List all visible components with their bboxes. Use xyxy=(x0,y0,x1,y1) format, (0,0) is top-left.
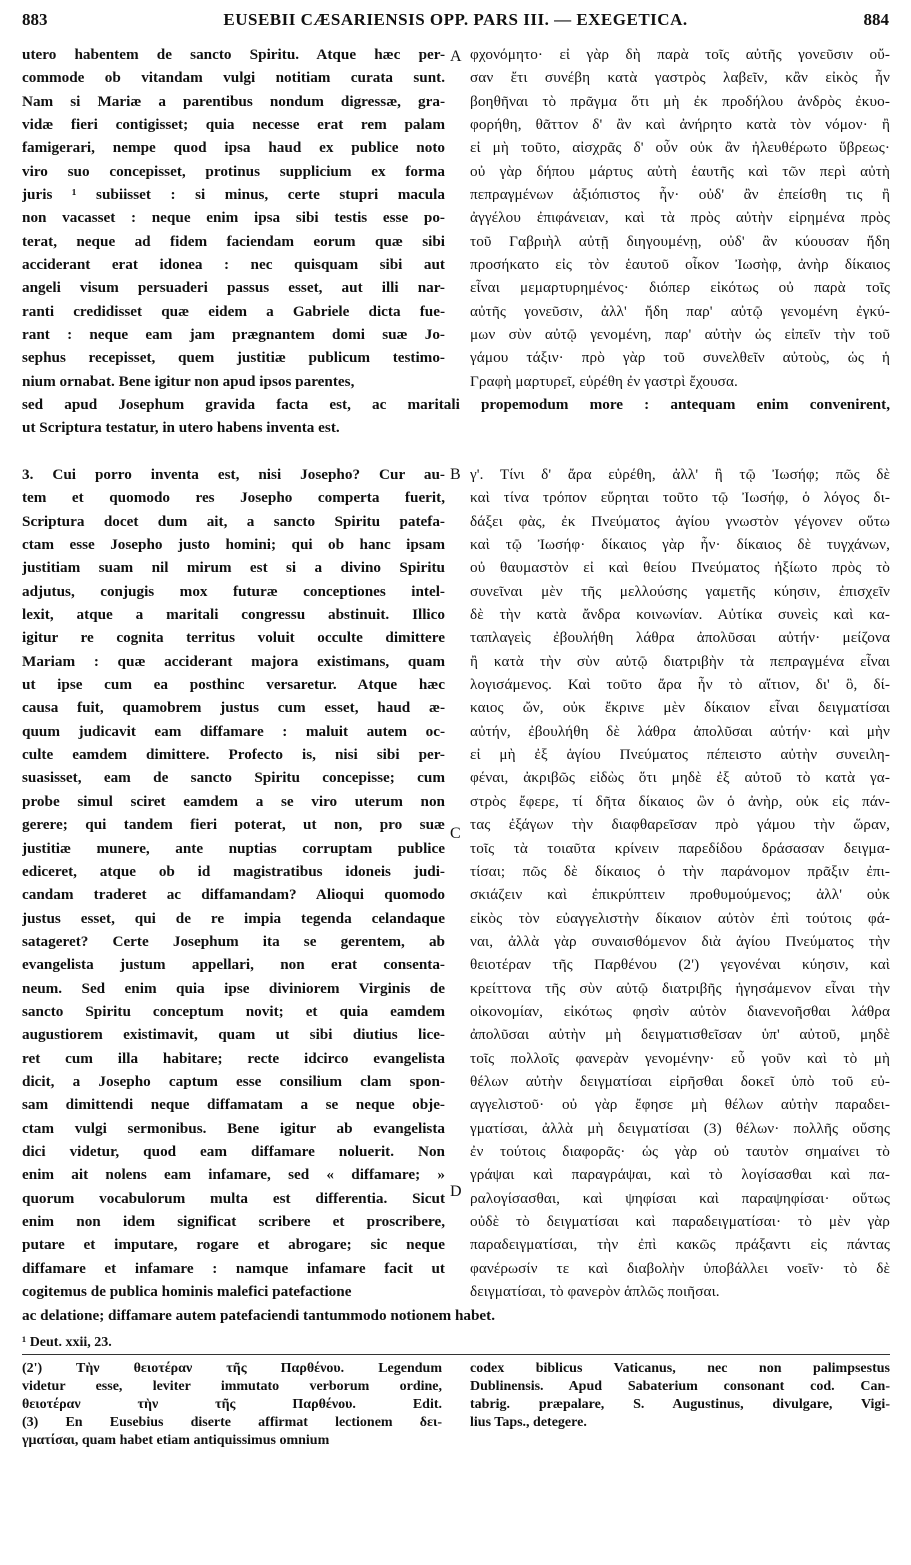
latin-text-line: Scriptura docet dum ait, a sancto Spiritu patefa- xyxy=(22,512,445,530)
latin-text-line: ranti credidisset quæ eidem a Gabriele dicta fue- xyxy=(22,302,445,320)
greek-text-line: δειγματίσαι, τὸ φανερὸν ἁπλῶς ποιῆσαι. xyxy=(470,1283,720,1301)
latin-text-line: culte eamdem dimittere. Profecto is, nisi sibi per- xyxy=(22,746,445,764)
latin-text-line: cogitemus de publica hominis malefici patefactione xyxy=(22,1283,352,1301)
latin-text-line: famigerari, nempe quod ipsa haud ex publice noto xyxy=(22,139,445,157)
greek-text-line: φανέρωσίν τε καὶ διαβολὴν ὑποβάλλει νοεῖν· τὸ δὲ xyxy=(470,1259,890,1277)
greek-text-line: σαν ἔτι συνέβη κατὰ γαστρὸς λαβεῖν, κἂν εἰκὸς ἦν xyxy=(470,69,890,87)
footnote-line: tabrig. præpalare, S. Augustinus, divulgare, Vigi- xyxy=(470,1397,890,1412)
greek-text-line: θέλων αὐτὴν δειγματίσαι εἰρῆσθαι δοκεῖ ὑπὸ τοῦ εὐ- xyxy=(470,1072,890,1090)
margin-mark-b: B xyxy=(450,466,461,483)
latin-text-line: sam dimittendi neque diffamatam a se neque obje- xyxy=(22,1096,445,1114)
full-width-lines-section-2 xyxy=(22,1304,890,1327)
greek-text-line: συνεῖναι μὲν τῆς μελλούσης γαμετῆς κύησιν, ἐπισχεῖν xyxy=(470,582,890,600)
latin-text-line: sephus recepisset, quem justitiæ publicum testimo- xyxy=(22,349,445,367)
latin-text-line: evangelista justum appellari, non erat consenta- xyxy=(22,956,445,974)
latin-text-line: non vacasset : neque enim ipsa sibi testis esse po- xyxy=(22,209,445,227)
latin-text-line: ediceret, atque ob id magistratibus idoneis judi- xyxy=(22,862,445,880)
full-width-lines-section-1 xyxy=(22,393,890,440)
latin-text-line: rant : neque eam jam prægnantem domi suæ Jo- xyxy=(22,326,445,344)
greek-text-line: ἐν τούτοις διαφορᾶς· ὡς γὰρ οὐ ταυτὸν σημαίνει τὸ xyxy=(470,1142,890,1160)
greek-text-line: φχονόμητο· εἰ γὰρ δὴ παρὰ τοῖς αὐτῆς γονεῦσιν οὔ- xyxy=(470,46,890,63)
latin-text-line: tem et quomodo res Josepho comperta fuerit, xyxy=(22,489,445,507)
latin-text-line: terat, neque ad fidem faciendam eorum quæ sibi xyxy=(22,232,445,250)
greek-text-line: δάξει φὰς, ἐκ Πνεύματος ἁγίου γνωστὸν γέγονεν οὕτω xyxy=(470,512,890,530)
greek-text-line: ραλογίσασθαι, καὶ ψηφίσαι καὶ παραψηφίσαι· οὕτως xyxy=(470,1189,890,1207)
latin-text-line: viro suo concepisset, protinus supplicium ex forma xyxy=(22,162,445,180)
footnote-line: lius Taps., detegere. xyxy=(470,1415,587,1430)
greek-text-line: δὲ τὴν κατὰ ἄνδρα κοινωνίαν. Αὐτίκα συνεὶς καὶ κα- xyxy=(470,606,890,624)
greek-text-line: παραδειγματίσαι, τὴν ἐπὶ κακῶς πράξαντι εἰς πάντας xyxy=(470,1236,890,1254)
full-width-text-line: ac delatione; diffamare autem patefaciendi tantummodo notionem habet. xyxy=(22,1307,496,1324)
latin-text-line: neum. Sed enim quia ipse diviniorem Virginis de xyxy=(22,979,445,997)
greek-text-line: γάμου τάξιν· πρὸ γὰρ τοῦ συνελθεῖν αὐτοὺς, ὡς ἡ xyxy=(470,349,890,367)
greek-text-line: ἀγγέλου ἐπιφάνειαν, καὶ τὰ πρὸς αὐτὴν εἰρημένα πρὸς xyxy=(470,209,890,227)
latin-text-line: ctam esse Josepho justo homini; qui ob hanc ipsam xyxy=(22,536,445,554)
latin-text-line: dicit, a Josepho captum esse consilium clam spon- xyxy=(22,1072,445,1090)
latin-text-line: justitiam suam nil mirum est si a divino Spiritu xyxy=(22,559,445,577)
footnote-line: θειοτέραν τὴν τῆς Παρθένου. Edit. xyxy=(22,1397,442,1412)
margin-mark-d: D xyxy=(450,1183,462,1200)
footnote-line: videtur esse, leviter immutato verborum ordine, xyxy=(22,1379,442,1394)
greek-text-line: εἶναι μεμαρτυρημένος· διόπερ εἰκότως οὐ παρὰ τοῖς xyxy=(470,279,890,297)
greek-text-line: οὐδὲ τὸ δειγματίσαι καὶ παραδειγματίσαι· τὸ μὲν γὰρ xyxy=(470,1213,890,1230)
greek-text-line: καιος ὤν, οὐκ ἔκρινε μὲν δίκαιον εἶναι δειγματίσαι xyxy=(470,699,890,717)
latin-text-line: augustiorem existimavit, quam ut sibi diutius lice- xyxy=(22,1026,445,1044)
latin-text-line: Mariam : quæ acciderant majora existimans, quam xyxy=(22,652,445,670)
greek-text-line: τίσαι; πῶς δὲ δίκαιος ὁ τὴν παράνομον πρᾶξιν ἐπι- xyxy=(470,862,890,880)
greek-text-line: γράψαι καὶ παραγράψαι, καὶ τὸ λογίσασθαι καὶ πα- xyxy=(470,1166,890,1184)
footnote-line: codex biblicus Vaticanus, nec non palimpsestus xyxy=(470,1361,890,1376)
latin-text-line: adjutus, conjugis mox futuræ conceptiones intel- xyxy=(22,582,445,600)
latin-text-line: quorum vocabulorum multa est differentia. Sicut xyxy=(22,1189,445,1207)
latin-text-line: probe simul sciret eamdem a se viro uterum non xyxy=(22,792,445,810)
latin-text-line: putare et imputare, rogare et abrogare; sic neque xyxy=(22,1236,445,1254)
latin-column-section-2 xyxy=(22,463,445,1303)
greek-text-line: φέναι, ἀκριβῶς εἰδὼς ὅτι μηδὲ ἐξ αὐτοῦ τὸ κατὰ γα- xyxy=(470,769,890,787)
running-header xyxy=(22,10,889,36)
greek-text-line: θειοτέραν τῆς Παρθένου (2') γεγονέναι κύησιν, καὶ xyxy=(470,956,890,974)
footnote-ref-1-text: ¹ Deut. xxii, 23. xyxy=(22,1335,112,1350)
greek-text-line: τοῦ Γαβριὴλ αὐτῇ διηγουμένῃ, οὐδ' ἂν κύουσαν ἤδη xyxy=(470,232,890,250)
greek-text-line: τας ἐξάγων τὴν διαφθαρεῖσαν πρὸ γάμου τὴν ὥραν, xyxy=(470,816,890,834)
latin-text-line: acciderant erat idonea : nec quisquam sibi aut xyxy=(22,256,445,274)
greek-text-line: βοηθῆναι τὸ πρᾶγμα ὅτι μὴ ἐκ προδήλου ἀνδρὸς ἐκυο- xyxy=(470,92,890,110)
full-width-text-line: ut Scriptura testatur, in utero habens inventa est. xyxy=(22,419,340,437)
latin-text-line: justus esset, qui de re impia tegenda celandaque xyxy=(22,909,445,927)
greek-text-line: εἰ μὴ ἐξ ἁγίου Πνεύματος πέπειστο αὐτὴν συνειλη- xyxy=(470,746,890,764)
footnote-line: γματίσαι, quam habet etiam antiquissimus omnium xyxy=(22,1433,330,1448)
footnotes-right-column xyxy=(470,1360,890,1432)
greek-column-section-1 xyxy=(470,43,890,393)
greek-text-line: γ'. Τίνι δ' ἄρα εὑρέθη, ἀλλ' ἢ τῷ Ἰωσήφ; πῶς δὲ xyxy=(470,466,890,483)
latin-text-line: lexit, atque a maritali congressu abstinuit. Illico xyxy=(22,606,445,624)
latin-text-line: ut ipse cum ea posthinc versaretur. Atque hæc xyxy=(22,676,445,694)
latin-text-line: sancto Spiritu conceptum novit; et quia eamdem xyxy=(22,1002,445,1020)
latin-text-line: enim non idem significat scribere et proscribere, xyxy=(22,1213,445,1230)
latin-text-line: causa fuit, quamobrem justus cum esset, haud æ- xyxy=(22,699,445,717)
greek-text-line: τοῖς τὰ τοιαῦτα κρίνειν παρεδίδου δράσασαν δειγμα- xyxy=(470,839,890,857)
greek-text-line: προσήκατο εἰς τὸν ἑαυτοῦ οἶκον Ἰωσὴφ, ἀνὴρ δίκαιος xyxy=(470,256,890,274)
greek-text-line: οἰκονομίαν, εἰκότως φησὶν αὐτὸν διανενοῆσθαι λάθρα xyxy=(470,1002,890,1020)
page-number-left: 883 xyxy=(22,10,48,29)
latin-column-section-1 xyxy=(22,43,445,393)
greek-text-line: οὐ γὰρ δήπου μάρτυς αὐτὴ ἑαυτῆς καὶ τῶν περὶ αὐτὴ xyxy=(470,162,890,180)
greek-text-line: κρείττονα τῆς σὺν αὐτῷ διατριβῆς ἡγησάμενον εἶναι τὴν xyxy=(470,979,890,997)
greek-text-line: ναι, ἀλλὰ γὰρ συναισθόμενον διὰ ἁγίου Πνεύματος τὴν xyxy=(470,932,890,950)
greek-text-line: εἰκὸς τὸν εὐαγγελιστὴν δίκαιον αὐτὸν ἐπὶ τούτοις φά- xyxy=(470,909,890,927)
footnote-line: (2') Τὴν θειοτέραν τῆς Παρθένου. Legendum xyxy=(22,1361,442,1376)
greek-text-line: αγγελιστοῦ· οὐ γὰρ ἔφησε μὴ θέλων αὐτὴν παραδει- xyxy=(470,1096,890,1114)
latin-text-line: satageret? Certe Josephum ita se gerentem, ab xyxy=(22,932,445,950)
latin-text-line: diffamare et infamare : namque infamare facit ut xyxy=(22,1259,445,1277)
latin-text-line: angeli visum persuaderi passus esset, aut illi nar- xyxy=(22,279,445,297)
latin-text-line: 3. Cui porro inventa est, nisi Josepho? Cur au- xyxy=(22,466,445,483)
latin-text-line: nium ornabat. Bene igitur non apud ipsos parentes, xyxy=(22,372,355,390)
latin-text-line: quum judicavit eam diffamare : maluit autem oc- xyxy=(22,722,445,740)
greek-text-line: ἢ κατὰ τὴν σὺν αὐτῷ διατριβὴν τὰ πεπραγμένα εἶναι xyxy=(470,652,890,670)
latin-text-line: utero habentem de sancto Spiritu. Atque hæc per- xyxy=(22,46,445,63)
greek-text-line: αὐτῆς γονεῦσιν, ἀλλ' ἤδη παρ' αὐτῷ γενομένη ἐγκύ- xyxy=(470,302,890,320)
margin-mark-a: A xyxy=(450,48,462,65)
greek-text-line: τοῖς πολλοῖς φανερὰν γενομένην· εὖ γοῦν καὶ τὸ μὴ xyxy=(470,1049,890,1067)
greek-text-line: σκιάζειν καὶ ἐπικρύπτειν προθυμούμενος; ἀλλ' οὐκ xyxy=(470,886,890,904)
latin-text-line: juris ¹ subiisset : si minus, certe stupri macula xyxy=(22,186,445,204)
greek-text-line: Γραφὴ μαρτυρεῖ, εὑρέθη ἐν γαστρὶ ἔχουσα. xyxy=(470,372,738,390)
footnote-line: (3) En Eusebius diserte affirmat lectionem δει- xyxy=(22,1415,442,1430)
greek-text-line: στρὸς ἔφερε, τί δῆτα δίκαιος ὢν ὁ ἀνὴρ, οὐκ εἰς πάν- xyxy=(470,792,890,810)
greek-text-line: εἰ μὴ τοῦτο, αἰσχρᾶς δ' οὖν οὐκ ἂν ἠλευθέρωτο ὕβρεως· xyxy=(470,139,890,157)
latin-text-line: ret cum illa habitare; recte idcirco evangelista xyxy=(22,1049,445,1067)
greek-text-line: καὶ τῷ Ἰωσήφ· δίκαιος γὰρ ἦν· δίκαιος δὲ τυγχάνων, xyxy=(470,536,890,554)
latin-text-line: commode ob vitandam vulgi notitiam curata sunt. xyxy=(22,69,445,87)
latin-text-line: gerere; qui tandem fieri poterat, ut non, pro suæ xyxy=(22,816,445,834)
latin-text-line: justitiæ munere, ante nuptias corruptam publice xyxy=(22,839,445,857)
footnote-ref-1 xyxy=(22,1334,442,1352)
greek-text-line: καὶ τίνα τρόπον εὕρηται τοῦτο τῷ Ἰωσήφ, ὁ λόγος δι- xyxy=(470,489,890,507)
greek-text-line: λογισάμενος. Καὶ τοῦτο ἄρα ἦν τὸ αἴτιον, δι' ὃ, δί- xyxy=(470,676,890,694)
latin-text-line: dici videtur, quod eam diffamare noluerit. Non xyxy=(22,1142,445,1160)
greek-text-line: φορήθη, θᾶττον δ' ἂν καὶ ἀνήρητο κατὰ τὸν νόμον· ἢ xyxy=(470,116,890,134)
greek-text-line: πεπραγμένων ἀξιόπιστος ἦν· οὐδ' ἂν ἐπείσθη τις ἢ xyxy=(470,186,890,204)
latin-text-line: candam traderet ac diffamandam? Alioqui quomodo xyxy=(22,886,445,904)
page-number-right: 884 xyxy=(863,10,889,29)
footnote-line: Dublinensis. Apud Sabaterium consonant cod. Can- xyxy=(470,1379,890,1394)
greek-text-line: μων σὺν αὐτῷ γενομένη, παρ' αὐτὴν ὡς εἰπεῖν τὴν τοῦ xyxy=(470,326,890,344)
latin-text-line: ctam vulgi sermonibus. Bene igitur ab evangelista xyxy=(22,1119,445,1137)
greek-text-line: αὐτήν, ἐβουλήθη δὲ λάθρα ἀπολῦσαι αὐτήν· καὶ μὴν xyxy=(470,722,890,740)
latin-text-line: igitur re cognita territus voluit occulte dimittere xyxy=(22,629,445,647)
latin-text-line: Nam si Mariæ a parentibus nondum digressæ, gra- xyxy=(22,92,445,110)
latin-text-line: suasisset, eam de sancto Spiritu concepisse; cum xyxy=(22,769,445,787)
greek-text-line: οὐ θαυμαστὸν εἰ καὶ θείου Πνεύματος ἠξίωτο πρὸς τὸ xyxy=(470,559,890,577)
running-title: EUSEBII CÆSARIENSIS OPP. PARS III. — EXEGETICA. xyxy=(223,10,688,29)
footnotes-left-column xyxy=(22,1360,442,1450)
margin-mark-c: C xyxy=(450,825,461,842)
greek-column-section-2 xyxy=(470,463,890,1303)
greek-text-line: ταπλαγεὶς ἐβουλήθη λάθρα ἀπολῦσαι αὐτήν· μείζονα xyxy=(470,629,890,647)
latin-text-line: enim ait nolens eam infamare, sed « diffamare; » xyxy=(22,1166,445,1184)
greek-text-line: ἀπολῦσαι αὐτὴν μὴ δειγματισθεῖσαν ὑπ' αὐτοῦ, μηδὲ xyxy=(470,1026,890,1044)
footnote-rule xyxy=(22,1354,890,1355)
full-width-text-line: sed apud Josephum gravida facta est, ac maritali propemodum more : antequam enim convenirent, xyxy=(22,396,890,413)
latin-text-line: vidæ fieri contigisset; quia necesse erat rem palam xyxy=(22,116,445,134)
greek-text-line: γματίσαι, ἀλλὰ μὴ δειγματίσαι (3) θέλων· πολλῆς οὔσης xyxy=(470,1119,890,1137)
